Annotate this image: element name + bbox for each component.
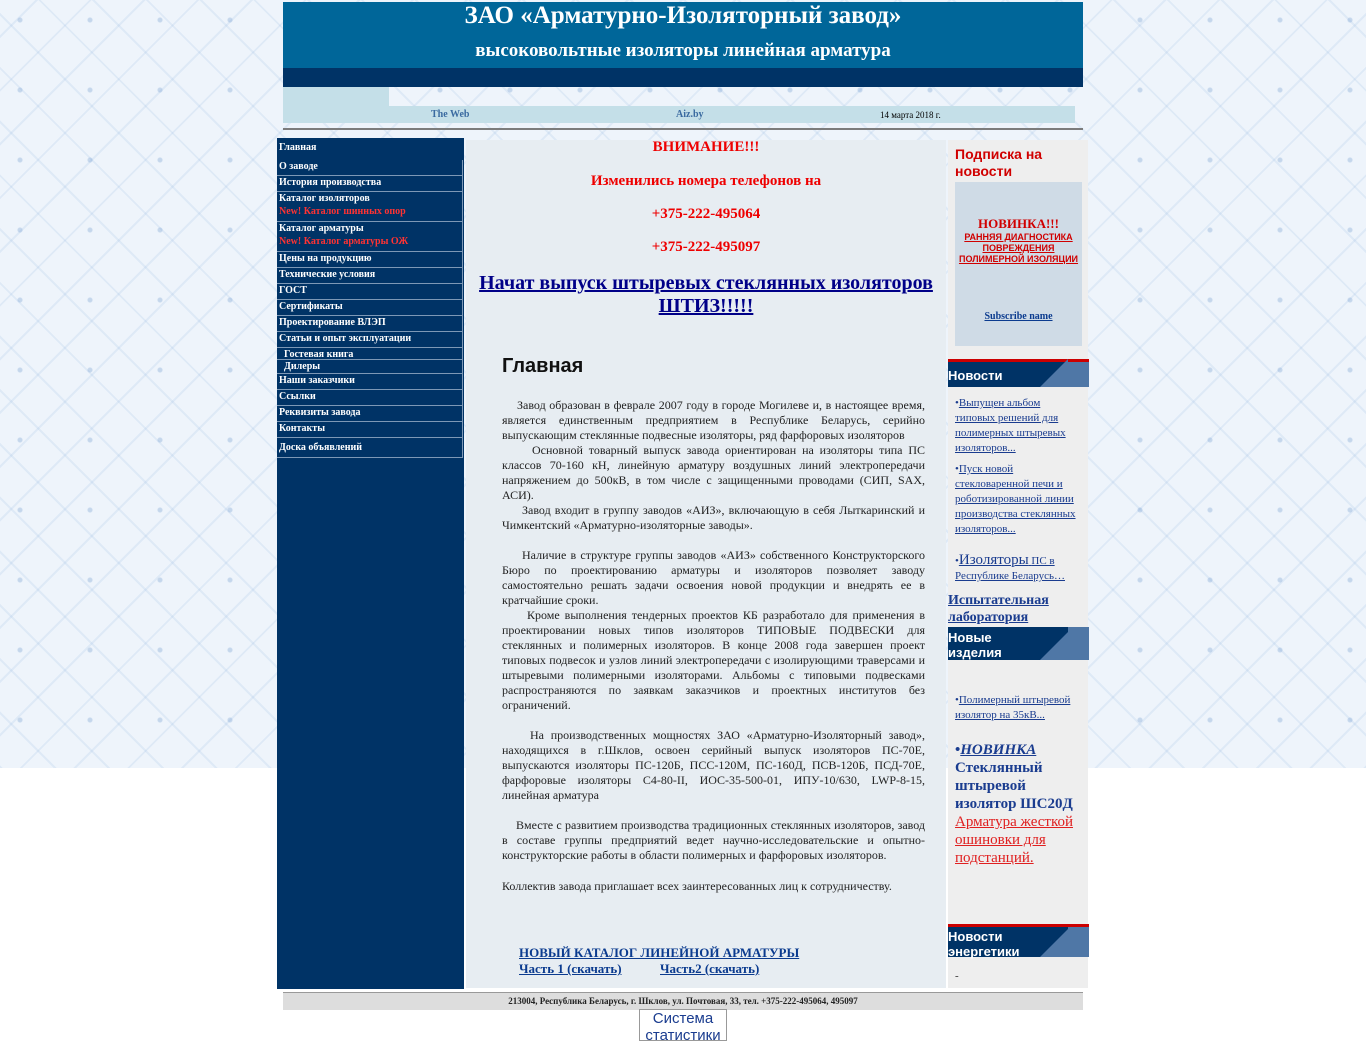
news-section-header	[948, 359, 1089, 387]
web-search-link[interactable]: The Web	[431, 109, 470, 120]
menu-item-label: Статьи и опыт эксплуатации	[279, 333, 412, 344]
paragraph: Основной товарный выпуск завода ориентирован на изоляторы типа ПС классов 70-160 кН, линейную арматуру воздушных линий электропередачи напряжением до 500кВ, в том числе с защищенными проводами (СИП, SAX, АСИ).	[502, 443, 925, 502]
menu-item-articles[interactable]	[277, 332, 463, 348]
header-strip-block	[283, 87, 389, 106]
news-label: Новости	[948, 368, 1003, 383]
subscribe-heading: Подписка на новости	[955, 146, 1043, 179]
busbar-fittings-link[interactable]: Арматура жесткой ошиновки для подстанций.	[955, 814, 1073, 866]
header-decoration-icon	[1068, 927, 1089, 957]
menu-item-fittings-catalog[interactable]	[277, 222, 463, 252]
header-divider	[283, 128, 1083, 130]
energy-news-placeholder: -	[955, 970, 959, 982]
news-link[interactable]	[955, 552, 1065, 582]
menu-item-links[interactable]	[277, 390, 463, 406]
menu-item-history[interactable]	[277, 176, 463, 192]
site-title: ЗАО «Арматурно-Изоляторный завод»	[464, 2, 902, 29]
paragraph: Коллектив завода приглашает всех заинтересованных лиц к сотрудничеству.	[502, 879, 892, 893]
headline-link[interactable]: Начат выпуск штыревых стеклянных изоляторов ШТИЗ!!!!!	[479, 272, 933, 317]
paragraph: Завод входит в группу заводов «АИЗ», включающую в себя Лыткаринский и Чимкентский «Арматурно-изоляторные заводы».	[502, 503, 925, 532]
menu-item-guestbook[interactable]	[277, 348, 463, 360]
menu-item-label: Дилеры	[284, 361, 321, 372]
menu-item-label: Наши заказчики	[279, 375, 355, 386]
new-products-label: Новые изделия	[948, 630, 1002, 660]
header-decoration-icon	[1068, 362, 1089, 387]
paragraph: Кроме выполнения тендерных проектов КБ разработало для применения в проектировании новых типов изоляторов ТИПОВЫЕ ПОДВЕСКИ для стеклянных и полимерных изоляторов. В конце 2008 года завершен проект типовых подвесок и узлов линий электропередачи с изолирующими траверсами и штыревыми полимерными изоляторами. Альбомы с типовыми подвесками распространяются по заявкам заказчиков и проектных институтов без ограничений.	[502, 608, 925, 712]
catalog-title-link[interactable]: НОВЫЙ КАТАЛОГ ЛИНЕЙНОЙ АРМАТУРЫ	[519, 945, 800, 960]
energy-news-label: Новости энергетики	[948, 929, 1020, 959]
diagnostics-link[interactable]: РАННЯЯ ДИАГНОСТИКА ПОВРЕЖДЕНИЯ ПОЛИМЕРНОЙ ИЗОЛЯЦИИ	[958, 232, 1079, 264]
subscribe-link[interactable]: Subscribe name	[984, 311, 1053, 322]
new-products-header	[948, 627, 1089, 660]
paragraph: На производственных мощностях ЗАО «Арматурно-Изоляторный завод», находящихся в г.Шклов, освоен серийный выпуск изоляторов ПС-70Е, выпускаются изоляторы ПС-120Б, ПСС-120М, ПС-160Д, ПСВ-120Б, ПСД-70Е, фарфоровые изоляторы С4-80-II, ИОС-35-500-01, ИПУ-10/630, LWP-8-15, линейная арматура	[502, 728, 925, 802]
statistics-counter-image[interactable]: Система статистики	[639, 1009, 727, 1041]
menu-item-new-busbar-catalog[interactable]: New! Каталог шинных опор	[279, 206, 406, 217]
current-date: 14 марта 2018 г.	[880, 110, 941, 120]
menu-item-prices[interactable]	[277, 252, 463, 268]
menu-item-label: Контакты	[279, 423, 326, 434]
menu-item-home[interactable]	[277, 141, 463, 160]
new-product-link[interactable]: Полимерный штыревой изолятор на 35кВ...	[955, 694, 1071, 721]
catalog-part1-link[interactable]: Часть 1 (скачать)	[519, 961, 622, 976]
menu-item-label: Каталог изоляторов	[279, 193, 370, 204]
glass-insulator-link[interactable]: Стеклянный штыревой изолятор ШС20Д	[955, 760, 1073, 812]
news-link[interactable]: Пуск новой стекловаренной печи и роботизированной линии производства стеклянных изоляторов...	[955, 463, 1076, 535]
site-search-link[interactable]: Aiz.by	[676, 109, 704, 120]
new-product-item[interactable]: •НОВИНКА Стеклянный штыревой изолятор ШС20Д	[955, 742, 1073, 812]
menu-item-label: Цены на продукцию	[279, 253, 372, 264]
menu-item-customers[interactable]	[277, 374, 463, 390]
menu-item-new-fittings-catalog[interactable]: New! Каталог арматуры ОЖ	[279, 236, 409, 247]
menu-item-label: ГОСТ	[279, 285, 307, 296]
paragraph: Завод образован в феврале 2007 году в городе Могилеве и, в настоящее время, является единственным предприятием в Республике Беларусь, серийно выпускающим стеклянные подвесные изоляторы, ряд фарфоровых изоляторов	[502, 398, 925, 442]
menu-item-board[interactable]	[277, 438, 463, 458]
header-decoration-icon	[1040, 359, 1068, 387]
header-nav-bar	[283, 68, 1083, 87]
warning-title: ВНИМАНИЕ!!!	[652, 139, 760, 155]
novinka-title: НОВИНКА!!!	[978, 216, 1059, 231]
menu-item-label: Каталог арматуры	[279, 223, 364, 234]
news-link[interactable]: Выпущен альбом типовых решений для полимерных штыревых изоляторов...	[955, 397, 1066, 454]
menu-item-about[interactable]	[277, 160, 463, 176]
news-link-rest: ПС в Республике Беларусь…	[955, 555, 1065, 582]
menu-item-label: Сертификаты	[279, 301, 343, 312]
menu-item-certificates[interactable]	[277, 300, 463, 316]
menu-item-design[interactable]	[277, 316, 463, 332]
news-item[interactable]: •Пуск новой стекловаренной печи и роботизированной линии производства стеклянных изоляторов...	[955, 463, 1076, 535]
page-title: Главная	[502, 355, 584, 377]
menu-item-contacts[interactable]	[277, 422, 463, 438]
header-decoration-icon	[1068, 627, 1089, 660]
menu-item-label: Технические условия	[279, 269, 376, 280]
lab-link[interactable]: Испытательная лаборатория	[948, 593, 1049, 625]
novinka-tag-link[interactable]: НОВИНКА	[960, 742, 1037, 758]
new-product-item[interactable]: •Полимерный штыревой изолятор на 35кВ...	[955, 694, 1071, 721]
phone-number-2: +375-222-495097	[651, 239, 761, 255]
menu-item-label: О заводе	[279, 161, 318, 172]
news-link-big: Изоляторы	[958, 552, 1029, 568]
phones-changed-text: Изменились номера телефонов на	[590, 173, 822, 189]
news-item[interactable]: •Изоляторы ПС в Республике Беларусь…	[955, 552, 1065, 582]
news-item[interactable]: •Выпущен альбом типовых решений для полимерных штыревых изоляторов...	[955, 397, 1066, 454]
catalog-part2-link[interactable]: Часть2 (скачать)	[660, 961, 760, 976]
menu-item-label: Гостевая книга	[284, 349, 354, 360]
site-subtitle: высоковольтные изоляторы линейная арматура	[475, 40, 891, 61]
header-decoration-icon	[1040, 632, 1068, 660]
menu-item-requisites[interactable]	[277, 406, 463, 422]
menu-item-label: Главная	[279, 142, 317, 153]
menu-item-label: Проектирование ВЛЭП	[279, 317, 386, 328]
menu-item-specs[interactable]	[277, 268, 463, 284]
menu-item-insulator-catalog[interactable]	[277, 192, 463, 222]
menu-item-dealers[interactable]	[277, 360, 463, 374]
paragraph: Вместе с развитием производства традиционных стеклянных изоляторов, завод в составе группы предприятий ведет научно-исследовательские и опытно-конструкторские работы в области полимерных и фарфоровых изоляторов.	[502, 818, 925, 862]
menu-item-label: Доска объявлений	[279, 442, 363, 453]
energy-news-header	[948, 924, 1089, 957]
menu-item-label: История производства	[279, 177, 382, 188]
footer-address: 213004, Республика Беларусь, г. Шклов, ул. Почтовая, 33, тел. +375-222-495064, 495097	[283, 992, 1083, 1010]
menu-item-label: Ссылки	[279, 391, 316, 402]
paragraph: Наличие в структуре группы заводов «АИЗ» собственного Конструкторского Бюро по проектированию арматуры и изоляторов позволяет заводу самостоятельно решать задачи освоения новой продукции и внедрять ее в кратчайшие сроки.	[502, 548, 925, 607]
header-decoration-icon	[1040, 929, 1068, 957]
menu-item-label: Реквизиты завода	[279, 407, 361, 418]
menu-item-gost[interactable]	[277, 284, 463, 300]
phone-number-1: +375-222-495064	[651, 206, 761, 222]
